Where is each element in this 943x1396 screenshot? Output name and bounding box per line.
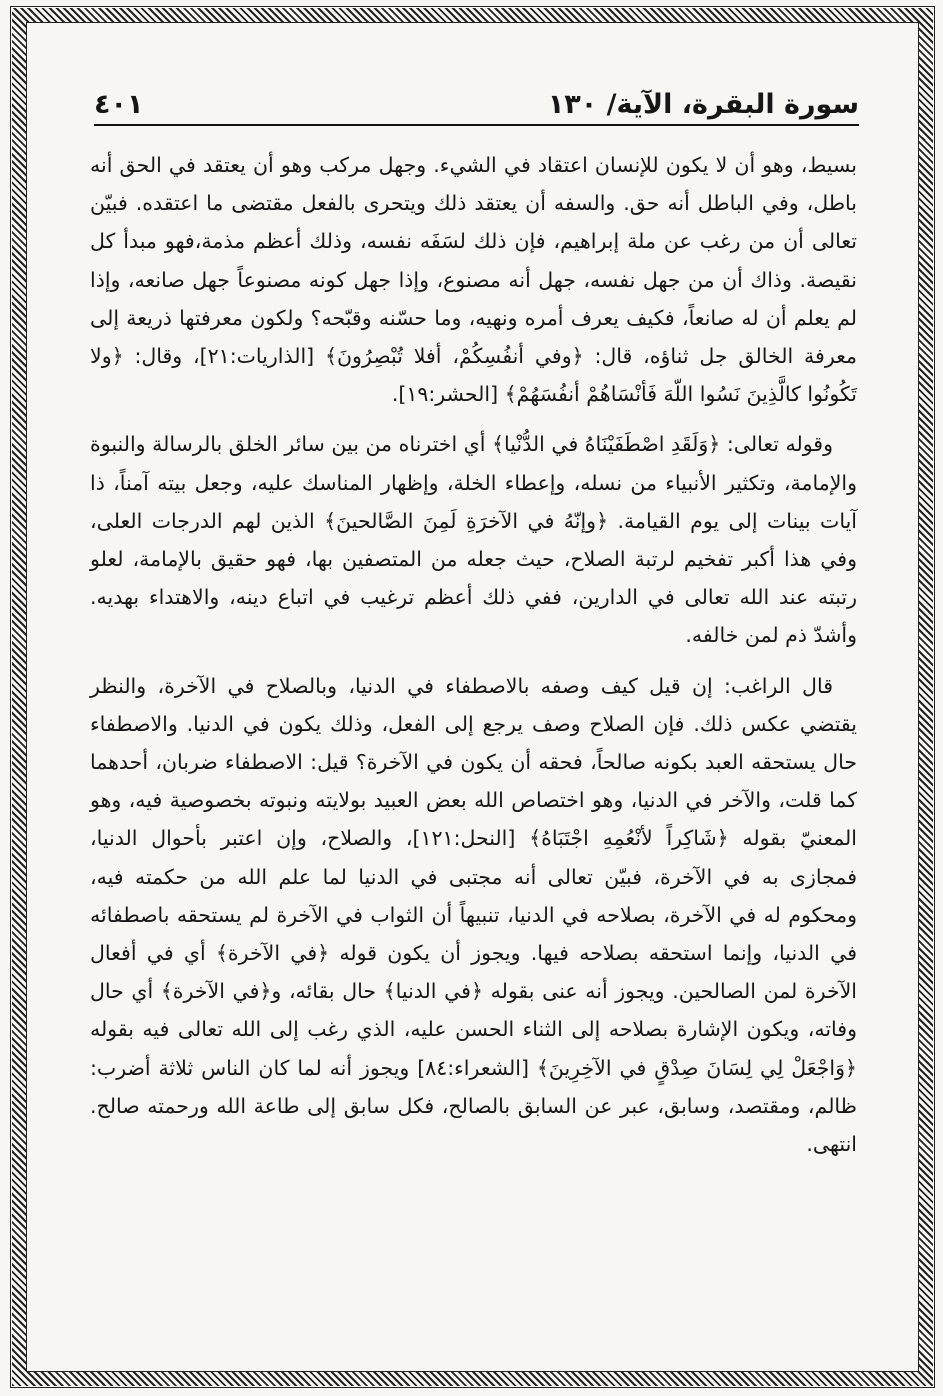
paragraph-1: بسيط، وهو أن لا يكون للإنسان اعتقاد في الشيء. وجهل مركب وهو أن يعتقد في الحق أنه باطل، وفي الباطل أنه حق. والسفه أن يعتقد ذلك ويتحرى بالفعل مقتضى ما اعتقده. فبيّن تعالى أن من رغب عن ملة إبراهيم، فإن ذلك لسَفَه نفسه، وذلك أعظم مذمة،فهو مبدأ كل نقيصة. وذاك أن من جهل نفسه، جهل أنه مصنوع، وإذا جهل كونه مصنوعاً جهل صانعه، وإذا لم يعلم أن له صانعاً، فكيف يعرف أمره ونهيه، وما حسّنه وقبّحه؟ ولكون معرفتها ذريعة إلى معرفة الخالق جل ثناؤه، قال: ﴿وفي أنفُسِكُمْ، أفلا تُبْصِرُونَ﴾ [الذاريات:٢١]، وقال: ﴿ولا تَكُونُوا كالَّذِينَ نَسُوا اللّهَ فَأنْسَاهُمْ أنفُسَهُمْ﴾ [الحشر:١٩]. — [90, 153, 857, 407]
paragraph-2: وقوله تعالى: ﴿وَلَقَدِ اصْطَفَيْنَاهُ في الدُّنْيا﴾ أي اخترناه من بين سائر الخلق بالرسالة والنبوة والإمامة، وتكثير الأنبياء من نسله، وإعطاء الخلة، وإظهار المناسك عليه، وجعل بيته آمناً، ذا آيات بينات إلى يوم القيامة. ﴿وإنّهُ في الآخرَةِ لَمِنَ الصَّالحينَ﴾ الذين لهم الدرجات العلى، وفي هذا أكبر تفخيم لرتبة الصلاح، حيث جعله من المتصفين بها، فهو حقيق بالإمامة، لعلو رتبته عند الله تعالى في الدارين، ففي ذلك أعظم ترغيب في اتباع دينه، والاهتداء بهديه. وأشدّ ذم لمن خالفه. — [90, 432, 857, 648]
running-title: سورة البقرة، الآية/ ١٣٠ — [547, 89, 859, 120]
page-header — [94, 76, 859, 126]
body-text — [90, 146, 857, 1175]
paragraph-3: قال الراغب: إن قيل كيف وصفه بالاصطفاء في الدنيا، وبالصلاح في الآخرة، والنظر يقتضي عكس ذلك. فإن الصلاح وصف يرجع إلى الفعل، وذلك يكون في الدنيا. والاصطفاء حال يستحقه العبد بكونه صالحاً، فحقه أن يكون في الآخرة؟ قيل: الاصطفاء ضربان، أحدهما كما قلت، والآخر في الدنيا، وهو اختصاص الله بعض العبيد بولايته ونبوته بخصوصية فيه، وهو المعنيّ بقوله ﴿شَاكِراً لأنْعُمِهِ اجْتَبَاهُ﴾ [النحل:١٢١]، والصلاح، وإن اعتبر بأحوال الدنيا، فمجازى به في الآخرة، فبيّن تعالى أنه مجتبى في الدنيا لما علم الله من حكمته فيه، ومحكوم له في الآخرة، بصلاحه في الدنيا، تنبيهاً أن الثواب في الآخرة لم يستحقه باصطفائه في الدنيا، وإنما استحقه بصلاحه فيها. ويجوز أن يكون قوله ﴿في الآخرة﴾ أي في أفعال الآخرة لمن الصالحين. ويجوز أنه عنى بقوله ﴿في الدنيا﴾ حال بقائه، و﴿في الآخرة﴾ أي حال وفاته، ويكون الإشارة بصلاحه إلى الثناء الحسن عليه، الذي رغب إلى الله تعالى فيه بقوله ﴿وَاجْعَلْ لِي لِسَانَ صِدْقٍ في الآخِرِينَ﴾ [الشعراء:٨٤] ويجوز أنه لما كان الناس ثلاثة أضرب: ظالم، ومقتصد، وسابق، عبر عن السابق بالصالح، فكل سابق إلى طاعة الله ورحمته صالح. انتهى. — [90, 673, 857, 1157]
page-number: ٤٠١ — [94, 89, 144, 120]
